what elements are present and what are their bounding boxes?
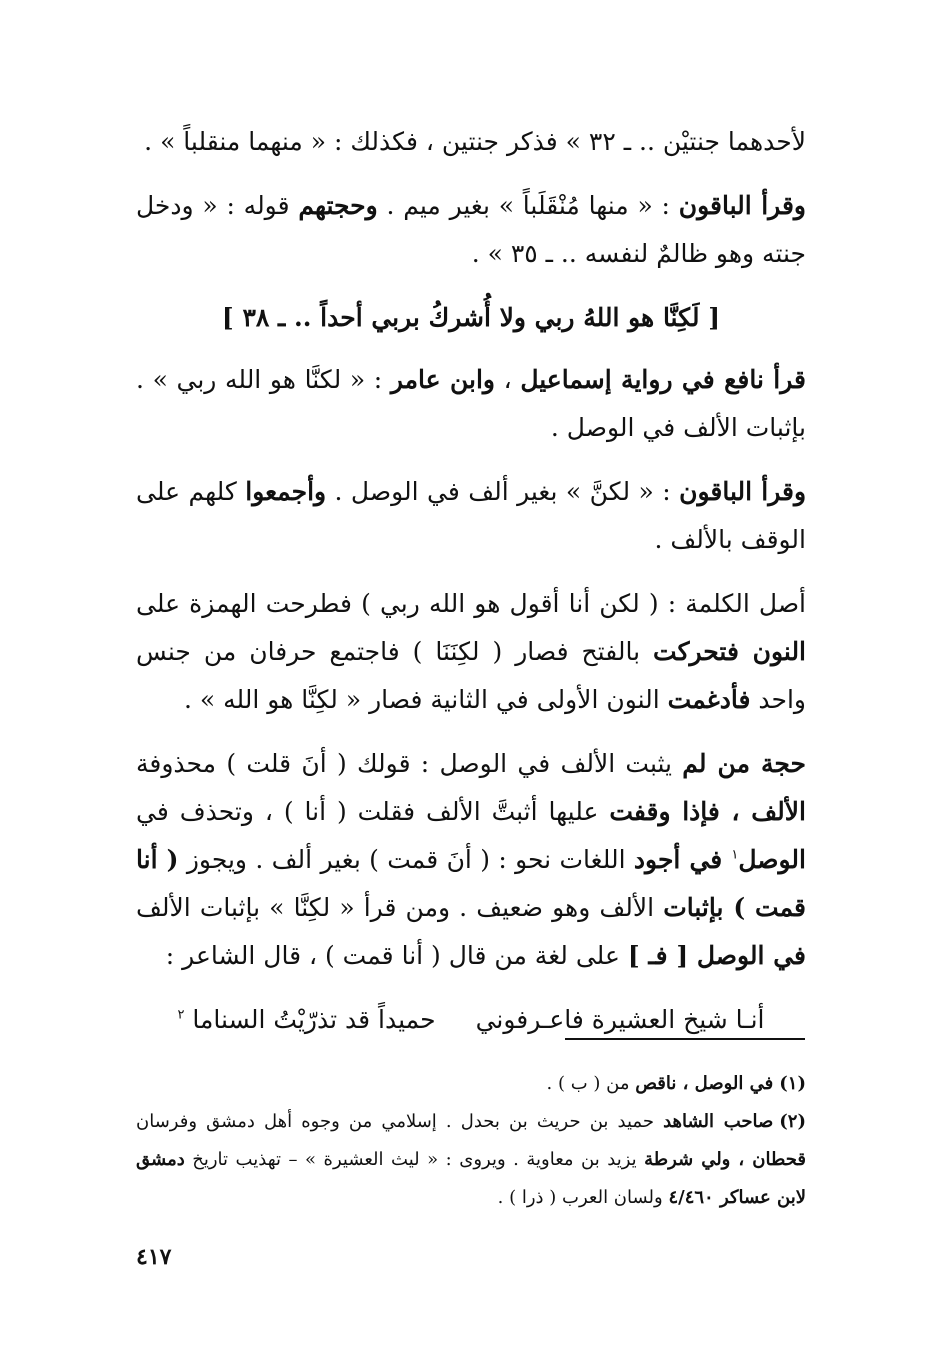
footnote-text: يزيد بن معاوية . ويروى : « ليث العشيرة » – تهذيب تاريخ: [184, 1149, 645, 1170]
paragraph-3: [136, 356, 806, 452]
paragraph-text: النون الأولى في الثانية فصار « لكِنَّا هو الله » .: [183, 685, 668, 714]
paragraph-text: كلهم على الوقف بالألف .: [136, 477, 806, 554]
paragraph-text: يثبت الألف في الوصل : قولك ( أنَ قلت ) محذوفة: [136, 749, 683, 778]
footnote-2: [136, 1103, 806, 1217]
bold-phrase: الوصل: [738, 845, 806, 874]
paragraph-text: بالفتح فصار ( لكِنَنَا ) فاجتمع حرفان من جنس واحد: [136, 637, 806, 714]
footnote-ref[interactable]: ٢: [177, 1007, 185, 1023]
paragraph-text: أصل الكلمة : ( لكن أنا أقول هو الله ربي ) فطرحت الهمزة على: [136, 589, 806, 618]
bold-phrase: قرأ نافع في رواية إسماعيل: [520, 365, 806, 394]
poem-hemistich-1: أنـا شيخ العشيرة فاعـرفوني: [475, 1005, 765, 1034]
paragraph-text: ،: [494, 365, 521, 394]
bold-phrase: الألف ، فإذا وقفت: [609, 797, 807, 826]
paragraph-text: لأحدهما جنتيْن .. ـ ٣٢ » فذكر جنتين ، فكذلك : « منهما منقلباً » .: [144, 127, 806, 156]
bold-phrase: حجة من لم: [682, 749, 806, 778]
footnote-text: حميد بن حريث بن بحدل . إسلامي من وجوه أهل دمشق وفرسان: [136, 1111, 664, 1132]
bold-phrase: وقرأ الباقون: [678, 191, 806, 220]
paragraph-text: على لغة من قال ( أنا قمت ) ، قال الشاعر :: [165, 941, 628, 970]
paragraph-2: [136, 182, 806, 278]
paragraph-text: عليها أثبتَّ الألف فقلت ( أنا ) ، وتحذف في: [136, 797, 610, 826]
footnote-text: من ( ب ) .: [546, 1073, 636, 1094]
footnote-ref[interactable]: ١: [731, 847, 739, 863]
paragraph-4: [136, 468, 806, 564]
paragraph-text: : « لكنَّا هو الله ربي » . بإثبات الألف في الوصل .: [136, 365, 806, 442]
paragraph-text: : « منها مُنْقَلَباً » بغير ميم .: [377, 191, 679, 220]
bold-phrase: وابن عامر: [390, 365, 495, 394]
bold-phrase: صاحب الشاهد: [663, 1111, 774, 1132]
bold-phrase: في الوصل ، ناقص: [635, 1073, 774, 1094]
bold-phrase: وحجتهم: [298, 191, 378, 220]
paragraph-6: [136, 740, 806, 980]
paragraph-text: قوله : « ودخل جنته وهو ظالمٌ لنفسه .. ـ ٣٥ » .: [136, 191, 806, 268]
bold-phrase: وقرأ الباقون: [679, 477, 807, 506]
bold-phrase: قحطان ، ولي شرطة: [644, 1149, 806, 1170]
page-number: ٤١٧: [136, 1244, 172, 1270]
poem-verse: [136, 996, 806, 1044]
footnote-1: [136, 1065, 806, 1103]
bold-phrase: دمشق لابن عساكر ٤/٤٦٠: [136, 1149, 806, 1208]
paragraph-1: [136, 118, 806, 166]
paragraph-text: : « لكنَّ » بغير ألف في الوصل .: [326, 477, 680, 506]
paragraph-text: اللغات نحو : ( أنَ قمت ) بغير ألف . ويجوز: [178, 845, 634, 874]
bold-phrase: ( أنا قمت ) بإثبات: [136, 845, 806, 922]
poem-hemistich-2: حميداً قد تذرّيْتُ السناما: [192, 1005, 436, 1034]
main-text: [136, 118, 806, 1060]
bold-phrase: النون فتحركت: [653, 637, 807, 666]
footnote-divider: [565, 1038, 805, 1040]
bold-phrase: وأجمعوا: [245, 477, 327, 506]
footnote-number: (١): [779, 1073, 806, 1094]
footnote-text: ولسان العرب ( ذرا ) .: [497, 1187, 669, 1208]
bold-phrase: في أجود: [633, 845, 732, 874]
bold-phrase: في الوصل [ فـ ]: [627, 941, 806, 970]
bold-phrase: فأدغمت: [667, 685, 751, 714]
paragraph-5: [136, 580, 806, 724]
footnotes: [136, 1065, 806, 1217]
verse-heading: [ لَكِنَّا هو اللهُ ربي ولا أُشركُ بربي أحداً .. ـ ٣٨ ]: [221, 303, 721, 332]
footnote-number: (٢): [779, 1111, 806, 1132]
paragraph-text: الألف وهو ضعيف . ومن قرأ « لكِنَّا » بإثبات الألف: [136, 893, 664, 922]
